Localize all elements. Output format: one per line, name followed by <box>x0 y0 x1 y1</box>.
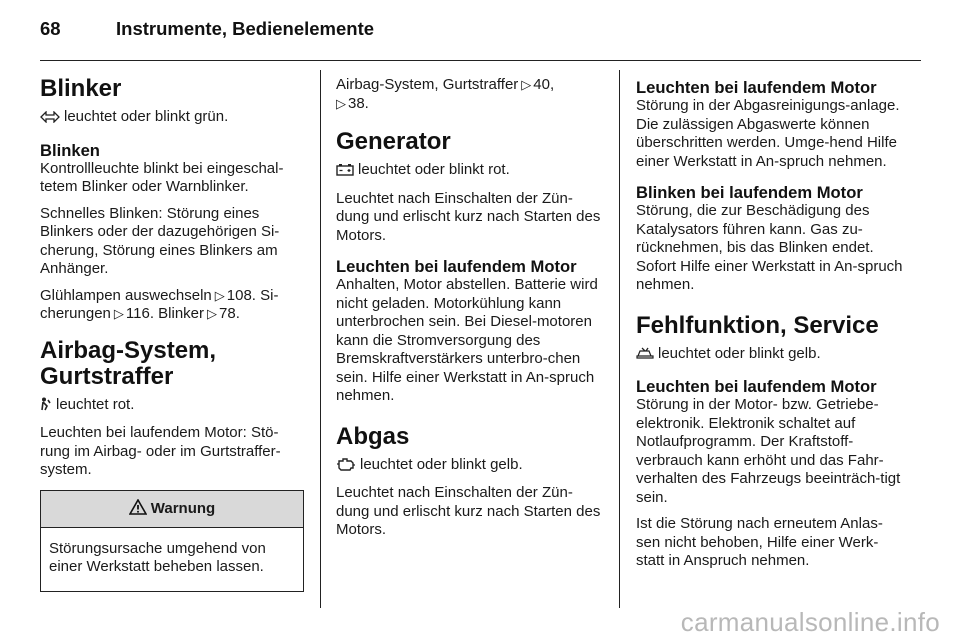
airbag-seatbelt-icon <box>40 397 52 417</box>
generator-paragraph-1: Leuchtet nach Einschalten der Zün-dung und erlischt kurz nach Starten des Motors. <box>336 189 601 244</box>
column-2 <box>336 72 604 548</box>
subsection-title-abgas-running: Leuchten bei laufendem Motor <box>636 78 877 97</box>
column-divider-2 <box>619 70 620 608</box>
page-title: Instrumente, Bedienelemente <box>116 18 375 39</box>
column-1 <box>40 72 304 592</box>
service-paragraph-2: Ist die Störung nach erneutem Anlas-sen nicht behoben, Hilfe einer Werk-statt in Anspruch nehmen. <box>636 515 883 569</box>
warning-box <box>40 490 304 592</box>
warning-triangle-icon <box>129 493 147 529</box>
blinker-description: leuchtet oder blinkt grün. <box>40 108 304 129</box>
airbag-description: leuchtet rot. <box>40 396 304 417</box>
warning-header: Warnung <box>41 491 303 528</box>
section-title-airbag: Airbag-System, Gurtstraffer <box>40 336 217 390</box>
blinken-paragraph-3: Glühlampen auswechseln ▷ 108. Si-cherungen ▷ 116. Blinker ▷ 78. <box>40 286 279 322</box>
reference-arrow-icon: ▷ <box>207 306 218 321</box>
engine-check-icon <box>336 457 356 477</box>
watermark: carmanualsonline.info <box>680 607 940 637</box>
abgas-running-paragraph: Störung in der Abgasreinigungs-anlage. Die zulässigen Abgaswerte können überschritten werden. Umge-hend Hilfe einer Werkstatt in An-spruch nehmen. <box>636 97 900 170</box>
airbag-reference: Airbag-System, Gurtstraffer ▷ 40, ▷ 38. <box>336 76 555 112</box>
section-title-service: Fehlfunktion, Service <box>636 311 879 339</box>
subsection-title-generator-running: Leuchten bei laufendem Motor <box>336 257 577 276</box>
page-header <box>40 18 920 44</box>
section-title-generator: Generator <box>336 128 451 155</box>
page-number: 68 <box>40 18 61 39</box>
section-title-abgas: Abgas <box>336 422 410 450</box>
section-title-blinker: Blinker <box>40 75 122 102</box>
service-wrench-car-icon <box>636 347 654 366</box>
reference-arrow-icon: ▷ <box>336 95 346 111</box>
service-paragraph-1: Störung in der Motor- bzw. Getriebe-elektronik. Elektronik schaltet auf Notlaufprogramm. Der Kraftstoff-verbrauch kann erhöht und das Fahr-verhalten des Fahrzeugs beeinträch-tigt sein. <box>636 396 901 506</box>
reference-arrow-icon: ▷ <box>214 287 225 303</box>
reference-arrow-icon: ▷ <box>521 77 532 92</box>
warning-body: Störungsursache umgehend von einer Werkstatt beheben lassen. <box>49 539 266 575</box>
service-description: leuchtet oder blinkt gelb. <box>636 345 906 366</box>
subsection-title-service-running: Leuchten bei laufendem Motor <box>636 377 877 396</box>
abgas-description: leuchtet oder blinkt gelb. <box>336 456 604 477</box>
subsection-title-abgas-blink: Blinken bei laufendem Motor <box>636 183 863 202</box>
blinken-paragraph-2: Schnelles Blinken: Störung eines Blinkers oder der dazugehörigen Si-cherung, Störung eines Blinkers am Anhänger. <box>40 204 280 277</box>
column-3 <box>636 72 906 579</box>
generator-description: leuchtet oder blinkt rot. <box>336 161 604 182</box>
abgas-paragraph-1: Leuchtet nach Einschalten der Zün-dung und erlischt kurz nach Starten des Motors. <box>336 484 601 538</box>
turn-signal-icon <box>40 110 60 129</box>
blinken-paragraph-1: Kontrollleuchte blinkt bei eingeschal-tetem Blinker oder Warnblinker. <box>40 159 284 195</box>
reference-arrow-icon: ▷ <box>113 306 124 321</box>
header-divider <box>40 60 921 61</box>
subsection-title-blinken: Blinken <box>40 140 100 160</box>
battery-icon <box>336 163 354 182</box>
column-divider-1 <box>320 70 321 608</box>
abgas-blink-paragraph: Störung, die zur Beschädigung des Katalysators führen kann. Gas zu-rücknehmen, bis das Blinken endet. Sofort Hilfe einer Werkstatt in An-spruch nehmen. <box>636 202 903 293</box>
generator-running-paragraph: Anhalten, Motor abstellen. Batterie wird nicht geladen. Motorkühlung kann unterbrochen sein. Bei Diesel-motoren kann die Stromversorgung des Bremskraftverstärkers unterbro-chen sein. Hilfe einer Werkstatt in An-spruch nehmen. <box>336 276 598 404</box>
airbag-paragraph-1: Leuchten bei laufendem Motor: Stö-rung im Airbag- oder im Gurtstraffer-system. <box>40 424 281 478</box>
